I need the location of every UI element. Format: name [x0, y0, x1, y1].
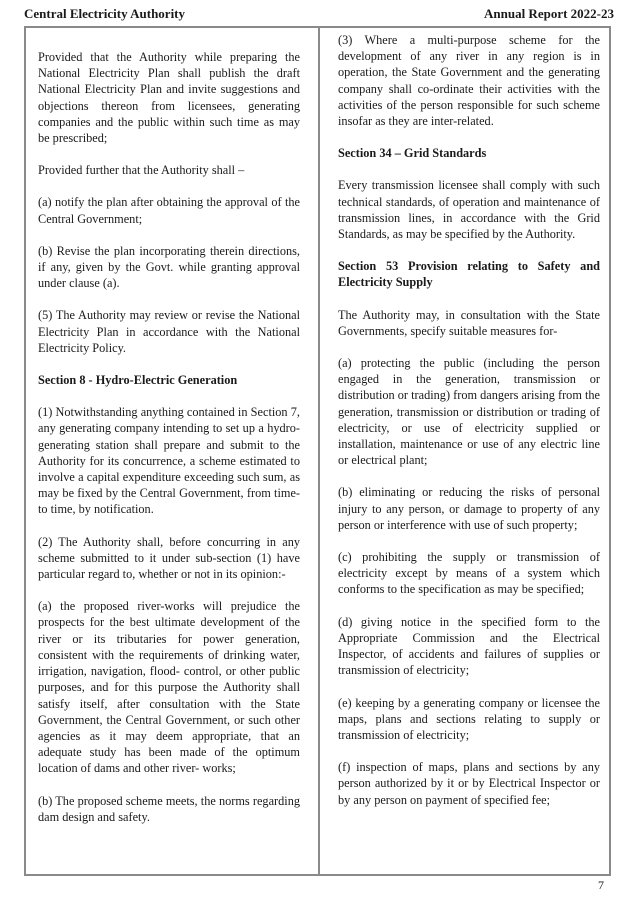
- header-left-title: Central Electricity Authority: [24, 6, 186, 21]
- clause-5-review: (5) The Authority may review or revise the National Electricity Plan in accordance with the National Electricity Policy.: [38, 308, 300, 355]
- section-34-body: Every transmission licensee shall comply with such technical standards, of operation and maintenance of transmission lines, in accordance with the Grid Standards, as may be specified by the Authority.: [338, 178, 600, 242]
- section-53-clause-e: (e) keeping by a generating company or licensee the maps, plans and sections relating to supply or transmission of electricity;: [338, 695, 600, 742]
- section-8-clause-a: (a) the proposed river-works will prejudice the prospects for the best ultimate development of the river or its tributaries for power generation, consistent with the requirements of drinking water, irrigation, navigation, flood- control, or other public purposes, and for this purpose the Authority shall satisfy itself, after consultation with the State Government, the Central Government, or such other agencies as it may deem appropriate, that an adequate study has been made of the optimum location of dams and other river- works;: [38, 599, 300, 776]
- left-column: [38, 49, 300, 841]
- section-34-heading: Section 34 – Grid Standards: [338, 146, 487, 161]
- column-divider: [318, 27, 320, 875]
- section-53-heading: Section 53 Provision relating to Safety and Electricity Supply: [338, 259, 600, 290]
- section-53-clause-b: (b) eliminating or reducing the risks of personal injury to any person, or damage to property of any person or interference with use of such property;: [338, 485, 600, 532]
- section-8-heading: Section 8 - Hydro-Electric Generation: [38, 373, 238, 388]
- header-right-title: Annual Report 2022-23: [483, 6, 614, 21]
- section-53-clause-f: (f) inspection of maps, plans and sections by any person authorized by it or by Electrical Inspector or by any person on payment of specified fee;: [338, 760, 600, 807]
- section-53-intro: The Authority may, in consultation with the State Governments, specify suitable measures for-: [338, 307, 600, 338]
- section-53-clause-c: (c) prohibiting the supply or transmission of electricity except by means of a system which conforms to the specification as may be specified;: [338, 550, 600, 597]
- section-53-clause-a: (a) protecting the public (including the person engaged in the generation, transmission or distribution or trading) from dangers arising from the generation, transmission or distribution or trading of electricity, or use of electricity supplied or installation, maintenance or use of any electric line or electrical plant;: [338, 356, 600, 468]
- paragraph-proviso: Provided that the Authority while preparing the National Electricity Plan shall publish the draft National Electricity Plan and invite suggestions and objections thereon from licensees, generating companies and the public within such time as may be prescribed;: [38, 50, 300, 146]
- section-8-clause-b: (b) The proposed scheme meets, the norms regarding dam design and safety.: [38, 793, 300, 824]
- paragraph-proviso-further: Provided further that the Authority shall –: [38, 163, 245, 178]
- clause-a-notify: (a) notify the plan after obtaining the approval of the Central Government;: [38, 195, 300, 226]
- page-number: 7: [598, 878, 604, 892]
- section-8-clause-3: (3) Where a multi-purpose scheme for the development of any river in any region is in operation, the State Government and the generating company shall co-ordinate their activities with the activities of the person responsible for such scheme insofar as they are inter-related.: [338, 33, 600, 129]
- right-column: [338, 32, 600, 824]
- section-8-clause-2: (2) The Authority shall, before concurring in any scheme submitted to it under sub-section (1) have particular regard to, whether or not in its opinion:-: [38, 534, 300, 582]
- section-53-clause-d: (d) giving notice in the specified form to the Appropriate Commission and the Electrical Inspector, of accidents and failures of supplies or transmission of electricity;: [338, 614, 600, 678]
- clause-b-revise: (b) Revise the plan incorporating therein directions, if any, given by the Govt. while granting approval under clause (a).: [38, 243, 300, 291]
- section-8-clause-1: (1) Notwithstanding anything contained in Section 7, any generating company intending to set up a hydro-generating station shall prepare and submit to the Authority for its concurrence, a scheme estimated to involve a capital expenditure exceeding such sum, as may be fixed by the Central Government, from time- to time, by notification.: [38, 405, 300, 517]
